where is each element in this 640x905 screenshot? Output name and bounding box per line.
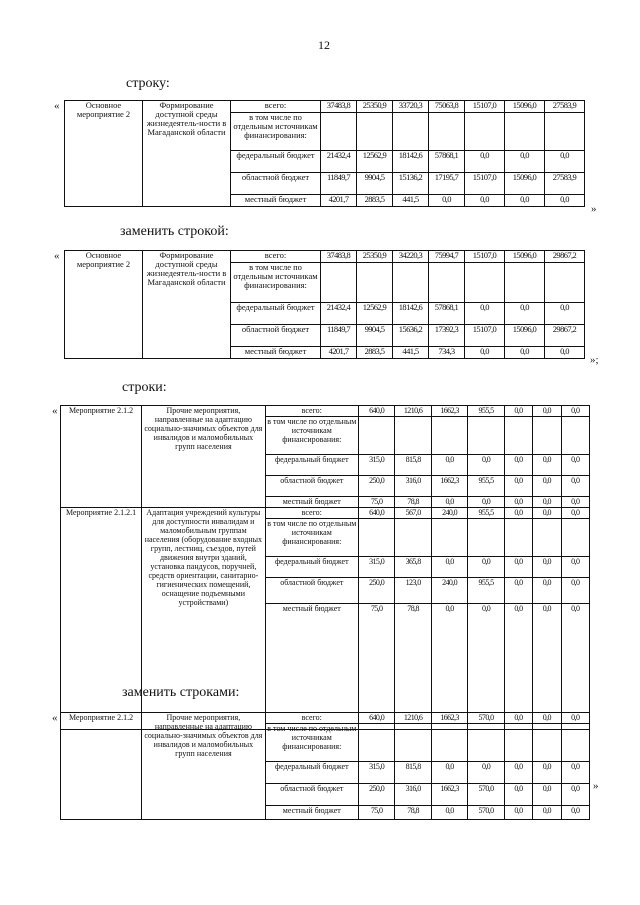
cell: 0,0 [561, 784, 589, 806]
cell: 17392,3 [429, 325, 465, 347]
open-quote: « [52, 712, 58, 724]
cell: 570,0 [468, 713, 504, 724]
cell: 640,0 [358, 713, 394, 724]
cell: 0,0 [533, 784, 561, 806]
cell: 0,0 [533, 557, 561, 578]
cell: 0,0 [505, 151, 545, 173]
cell: 0,0 [504, 762, 532, 784]
src-including: в том числе по отдельным источникам финансирования: [231, 113, 321, 151]
open-quote: « [54, 100, 60, 112]
cell: 0,0 [561, 604, 589, 730]
cell: 0,0 [545, 151, 585, 173]
cell: 9904,5 [357, 173, 393, 195]
cell: 0,0 [504, 406, 532, 417]
cell: 21432,4 [321, 151, 357, 173]
cell: 4201,7 [321, 347, 357, 359]
cell: 955,5 [468, 508, 504, 519]
heading-zamenit-strokami: заменить строками: [122, 685, 240, 700]
event-name: Мероприятие 2.1.2 [61, 406, 142, 508]
cell: 78,8 [395, 604, 431, 730]
cell: 1210,6 [395, 406, 431, 417]
cell: 250,0 [358, 578, 394, 604]
cell: 18142,6 [393, 303, 429, 325]
heading-stroku: строку: [126, 76, 170, 91]
cell: 0,0 [545, 303, 585, 325]
cell: 15096,0 [505, 101, 545, 113]
src-federal: федеральный бюджет [265, 455, 358, 476]
cell: 21432,4 [321, 303, 357, 325]
cell: 15636,2 [393, 325, 429, 347]
page-number: 12 [318, 38, 330, 52]
cell: 640,0 [358, 508, 394, 519]
src-federal: федеральный бюджет [265, 557, 358, 578]
cell: 0,0 [561, 578, 589, 604]
heading-stroki: строки: [122, 380, 167, 395]
src-including: в том числе по отдельным источникам финансирования: [265, 724, 358, 762]
cell: 0,0 [533, 578, 561, 604]
src-total: всего: [265, 406, 358, 417]
cell: 0,0 [561, 406, 589, 417]
cell: 2883,5 [357, 347, 393, 359]
cell: 37483,8 [321, 251, 357, 263]
cell: 1662,3 [431, 406, 467, 417]
cell: 0,0 [465, 347, 505, 359]
cell: 57868,1 [429, 151, 465, 173]
event-description: Формирование доступной среды жизнедеятель-ности в Магаданской области [143, 251, 231, 359]
src-total: всего: [231, 101, 321, 113]
cell: 0,0 [504, 713, 532, 724]
cell: 15107,0 [465, 173, 505, 195]
cell: 0,0 [561, 713, 589, 724]
cell: 250,0 [358, 476, 394, 497]
open-quote: « [54, 250, 60, 262]
src-total: всего: [265, 508, 358, 519]
src-regional: областной бюджет [265, 578, 358, 604]
cell: 0,0 [431, 762, 467, 784]
cell: 12562,9 [357, 303, 393, 325]
cell: 0,0 [504, 784, 532, 806]
cell: 0,0 [561, 476, 589, 497]
cell: 640,0 [358, 406, 394, 417]
cell: 0,0 [504, 578, 532, 604]
cell: 567,0 [395, 508, 431, 519]
cell: 0,0 [561, 455, 589, 476]
heading-zamenit-strokoy: заменить строкой: [120, 224, 229, 239]
cell: 0,0 [533, 508, 561, 519]
cell: 15136,2 [393, 173, 429, 195]
cell: 734,3 [429, 347, 465, 359]
cell: 25350,9 [357, 101, 393, 113]
cell: 441,5 [393, 347, 429, 359]
event-name: Мероприятие 2.1.2 [61, 713, 142, 820]
cell: 0,0 [561, 762, 589, 784]
table-main-event-2-new [64, 250, 585, 359]
cell: 0,0 [505, 303, 545, 325]
src-local: местный бюджет [265, 806, 358, 820]
cell: 78,8 [395, 497, 431, 508]
cell: 0,0 [533, 497, 561, 508]
cell: 0,0 [504, 806, 532, 820]
cell: 0,0 [561, 497, 589, 508]
src-local: местный бюджет [231, 195, 321, 207]
cell: 29867,2 [545, 251, 585, 263]
close-quote: » [591, 203, 597, 215]
cell: 0,0 [431, 806, 467, 820]
cell: 0,0 [533, 406, 561, 417]
cell: 0,0 [429, 195, 465, 207]
cell: 0,0 [504, 508, 532, 519]
cell: 0,0 [465, 151, 505, 173]
cell: 0,0 [431, 604, 467, 730]
src-total: всего: [265, 713, 358, 724]
cell: 441,5 [393, 195, 429, 207]
cell: 11849,7 [321, 325, 357, 347]
cell: 0,0 [533, 604, 561, 730]
cell: 0,0 [533, 476, 561, 497]
cell: 15096,0 [505, 251, 545, 263]
cell: 25350,9 [357, 251, 393, 263]
cell: 0,0 [533, 713, 561, 724]
src-total: всего: [231, 251, 321, 263]
cell: 0,0 [468, 604, 504, 730]
src-including: в том числе по отдельным источникам финансирования: [265, 417, 358, 455]
cell: 0,0 [465, 195, 505, 207]
cell: 0,0 [465, 303, 505, 325]
cell: 0,0 [533, 806, 561, 820]
cell: 75,0 [358, 604, 394, 730]
cell: 0,0 [561, 508, 589, 519]
cell: 955,5 [468, 476, 504, 497]
table-event-2-1-2-old [60, 405, 590, 730]
cell: 12562,9 [357, 151, 393, 173]
event-description: Адаптация учреждений культуры для доступности инвалидам и маломобильным группам населения (оборудование входных групп, лестниц, съездов, путей движения внутри зданий, установка пандусов, поручней, средств ориентации, санитарно-гигиенических помещений, оснащение подъемными устройствами) [142, 508, 266, 730]
cell: 0,0 [545, 347, 585, 359]
cell: 0,0 [468, 762, 504, 784]
cell: 815,8 [395, 455, 431, 476]
cell: 75994,7 [429, 251, 465, 263]
cell: 955,5 [468, 406, 504, 417]
cell: 240,0 [431, 578, 467, 604]
cell: 1662,3 [431, 476, 467, 497]
cell: 1662,3 [431, 713, 467, 724]
cell: 0,0 [504, 476, 532, 497]
cell: 9904,5 [357, 325, 393, 347]
event-name: Основное мероприятие 2 [65, 251, 143, 359]
cell: 11849,7 [321, 173, 357, 195]
cell: 34220,3 [393, 251, 429, 263]
table-main-event-2-old [64, 100, 585, 207]
cell: 815,8 [395, 762, 431, 784]
cell: 33720,3 [393, 101, 429, 113]
src-regional: областной бюджет [231, 173, 321, 195]
cell: 15107,0 [465, 325, 505, 347]
cell: 0,0 [431, 455, 467, 476]
cell: 570,0 [468, 784, 504, 806]
cell: 15096,0 [505, 173, 545, 195]
cell: 315,0 [358, 455, 394, 476]
event-description: Прочие мероприятия, направленные на адаптацию социально-значимых объектов для инвалидов и маломобильных групп населения [142, 406, 266, 508]
cell: 316,0 [395, 476, 431, 497]
src-federal: федеральный бюджет [231, 151, 321, 173]
cell: 75,0 [358, 497, 394, 508]
cell: 570,0 [468, 806, 504, 820]
cell: 15096,0 [505, 325, 545, 347]
cell: 0,0 [468, 557, 504, 578]
cell: 0,0 [504, 455, 532, 476]
table-event-2-1-2-new [60, 712, 590, 820]
cell: 0,0 [468, 497, 504, 508]
cell: 1662,3 [431, 784, 467, 806]
src-regional: областной бюджет [265, 784, 358, 806]
cell: 0,0 [504, 557, 532, 578]
cell: 0,0 [561, 806, 589, 820]
open-quote: « [52, 405, 58, 417]
cell: 0,0 [468, 455, 504, 476]
close-quote: » [593, 780, 599, 792]
cell: 0,0 [431, 557, 467, 578]
cell: 27583,9 [545, 101, 585, 113]
close-quote-semicolon: »; [590, 354, 599, 366]
cell: 250,0 [358, 784, 394, 806]
src-federal: федеральный бюджет [265, 762, 358, 784]
cell: 27583,9 [545, 173, 585, 195]
src-including: в том числе по отдельным источникам финансирования: [265, 519, 358, 557]
event-description: Формирование доступной среды жизнедеятель-ности в Магаданской области [143, 101, 231, 207]
cell: 18142,6 [393, 151, 429, 173]
cell: 15107,0 [465, 101, 505, 113]
cell: 15107,0 [465, 251, 505, 263]
cell: 0,0 [504, 497, 532, 508]
src-regional: областной бюджет [265, 476, 358, 497]
cell: 0,0 [533, 762, 561, 784]
cell: 2883,5 [357, 195, 393, 207]
src-local: местный бюджет [265, 604, 358, 730]
cell: 0,0 [505, 195, 545, 207]
cell: 955,5 [468, 578, 504, 604]
cell: 0,0 [545, 195, 585, 207]
cell: 0,0 [561, 557, 589, 578]
event-name: Основное мероприятие 2 [65, 101, 143, 207]
cell: 0,0 [533, 455, 561, 476]
cell: 123,0 [395, 578, 431, 604]
cell: 29867,2 [545, 325, 585, 347]
src-local: местный бюджет [265, 497, 358, 508]
cell: 1210,6 [395, 713, 431, 724]
cell: 365,8 [395, 557, 431, 578]
cell: 4201,7 [321, 195, 357, 207]
cell: 37483,8 [321, 101, 357, 113]
src-regional: областной бюджет [231, 325, 321, 347]
src-federal: федеральный бюджет [231, 303, 321, 325]
cell: 17195,7 [429, 173, 465, 195]
cell: 240,0 [431, 508, 467, 519]
cell: 315,0 [358, 557, 394, 578]
event-name: Мероприятие 2.1.2.1 [61, 508, 142, 730]
cell: 0,0 [505, 347, 545, 359]
src-local: местный бюджет [231, 347, 321, 359]
event-description: Прочие мероприятия, направленные на адаптацию социально-значимых объектов для инвалидов и маломобильных групп населения [142, 713, 266, 820]
cell: 0,0 [504, 604, 532, 730]
cell: 75,0 [358, 806, 394, 820]
cell: 57868,1 [429, 303, 465, 325]
cell: 316,0 [395, 784, 431, 806]
cell: 78,8 [395, 806, 431, 820]
cell: 0,0 [431, 497, 467, 508]
cell: 75063,8 [429, 101, 465, 113]
cell: 315,0 [358, 762, 394, 784]
src-including: в том числе по отдельным источникам финансирования: [231, 263, 321, 303]
